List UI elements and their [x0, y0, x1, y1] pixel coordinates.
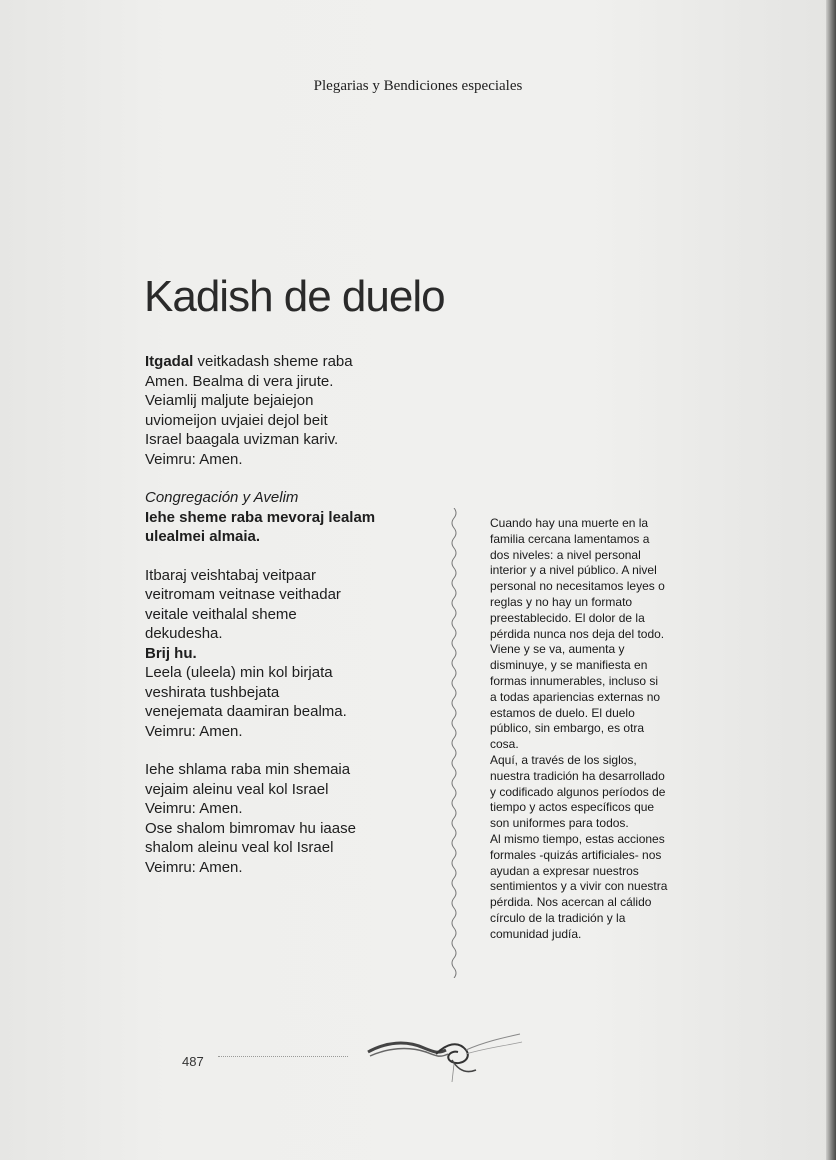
commentary-line: pérdida. Nos acercan al cálido — [490, 895, 652, 910]
commentary-line: Viene y se va, aumenta y — [490, 642, 625, 657]
ribbon-ornament-icon — [366, 1030, 524, 1086]
prayer-line-rest: veitkadash sheme raba — [193, 353, 353, 370]
commentary-line: sentimientos y a vivir con nuestra — [490, 879, 668, 894]
commentary-line: círculo de la tradición y la — [490, 910, 626, 925]
commentary-line: formas innumerables, incluso si — [490, 673, 659, 688]
prayer-line: veitale veithalal sheme — [145, 605, 297, 623]
commentary-line: pérdida nunca nos deja del todo. — [490, 626, 665, 641]
book-binding-edge — [826, 0, 836, 1160]
commentary-line: dos niveles: a nivel personal — [490, 547, 641, 562]
prayer-line — [145, 352, 435, 372]
commentary-line: cosa. — [490, 737, 519, 752]
prayer-line: Ose shalom bimromav hu iaase — [145, 819, 356, 837]
prayer-line: shalom aleinu veal kol Israel — [145, 839, 334, 856]
prayer-line: vejaim aleinu veal kol Israel — [145, 780, 329, 798]
commentary-line: familia cercana lamentamos a — [490, 531, 650, 546]
commentary-line: Aquí, a través de los siglos, — [490, 752, 637, 767]
prayer-line: venejemata daamiran bealma. — [145, 703, 347, 720]
prayer-response-bold: Brij hu. — [145, 644, 197, 662]
commentary-line: ayudan a expresar nuestros — [490, 863, 639, 878]
prayer-line: Veimru: Amen. — [145, 800, 243, 817]
commentary-line: estamos de duelo. El duelo — [490, 705, 635, 720]
commentary-line: y codificado algunos períodos de — [490, 784, 666, 799]
commentary-line: formales -quizás artificiales- nos — [490, 847, 662, 862]
commentary-line: público, sin embargo, es otra — [490, 721, 645, 736]
commentary-line: reglas y no hay un formato — [490, 594, 633, 609]
prayer-line: Veiamlij maljute bejaiejon — [145, 392, 314, 409]
commentary-line: Al mismo tiempo, estas acciones — [490, 831, 665, 846]
prayer-line: uviomeijon uvjaiei dejol beit — [145, 411, 328, 429]
wavy-divider — [446, 508, 462, 978]
prayer-line: Veimru: Amen. — [145, 858, 243, 876]
prayer-line: Veimru: Amen. — [145, 722, 243, 740]
commentary-text — [490, 516, 700, 943]
commentary-line: son uniformes para todos. — [490, 816, 629, 831]
commentary-line: tiempo y actos específicos que — [490, 800, 655, 815]
prayer-line: Amen. Bealma di vera jirute. — [145, 372, 334, 390]
prayer-line: Leela (uleela) min kol birjata — [145, 664, 333, 681]
prayer-line: Iehe shlama raba min shemaia — [145, 761, 351, 778]
prayer-line: Itbaraj veishtabaj veitpaar — [145, 566, 316, 584]
prayer-line: veshirata tushbejata — [145, 683, 280, 701]
commentary-line: personal no necesitamos leyes o — [490, 579, 665, 594]
commentary-line: interior y a nivel público. A nivel — [490, 563, 657, 578]
running-head: Plegarias y Bendiciones especiales — [313, 78, 523, 94]
prayer-line: Israel baagala uvizman kariv. — [145, 431, 339, 448]
footer-dotted-rule — [218, 1056, 348, 1057]
commentary-line: Cuando hay una muerte en la — [490, 516, 649, 530]
prayer-line: dekudesha. — [145, 625, 223, 642]
page-number: 487 — [182, 1054, 204, 1069]
prayer-line: Veimru: Amen. — [145, 450, 243, 468]
congregation-response: Iehe sheme raba mevoraj lealam — [145, 508, 376, 526]
commentary-line: nuestra tradición ha desarrollado — [490, 768, 665, 783]
prayer-text — [145, 352, 435, 877]
commentary-line: preestablecido. El dolor de la — [490, 610, 645, 625]
commentary-line: disminuye, y se manifiesta en — [490, 658, 648, 673]
congregation-response: ulealmei almaia. — [145, 528, 261, 545]
commentary-line: a todas apariencias externas no — [490, 689, 661, 704]
congregation-label: Congregación y Avelim — [145, 489, 299, 506]
page-title: Kadish de duelo — [144, 272, 445, 321]
commentary-line: comunidad judía. — [490, 926, 582, 941]
prayer-lead-word: Itgadal — [145, 353, 194, 370]
prayer-line: veitromam veitnase veithadar — [145, 586, 341, 603]
